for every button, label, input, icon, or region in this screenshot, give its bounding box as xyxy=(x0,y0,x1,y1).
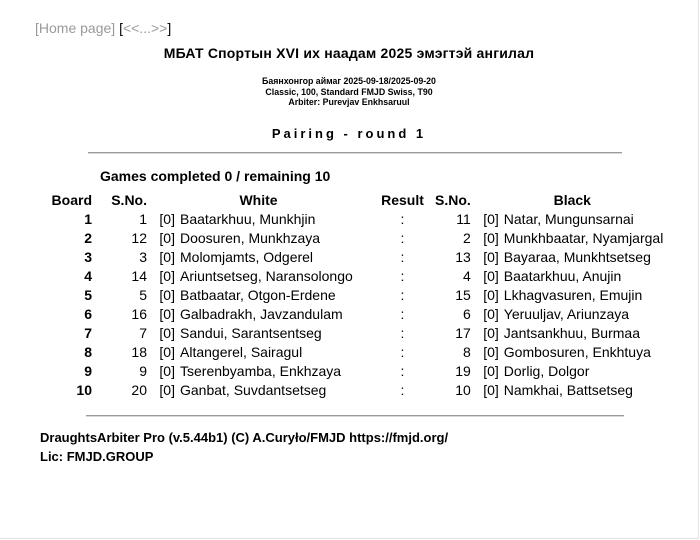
board-number: 6 xyxy=(84,306,92,322)
white-points: [0] xyxy=(159,230,175,246)
board-number: 1 xyxy=(84,211,92,227)
black-player: Gombosuren, Enkhtuya xyxy=(503,344,651,360)
table-row xyxy=(40,343,674,362)
white-player: Baatarkhuu, Munkhjin xyxy=(180,211,316,227)
board-number: 9 xyxy=(84,363,92,379)
table-header-row xyxy=(40,191,674,210)
white-sno: 14 xyxy=(131,268,147,284)
black-points: [0] xyxy=(483,230,499,246)
result: : xyxy=(400,230,405,246)
board-number: 8 xyxy=(84,344,92,360)
white-points: [0] xyxy=(159,249,175,265)
white-points: [0] xyxy=(159,363,175,379)
result: : xyxy=(400,344,405,360)
black-sno: 19 xyxy=(455,363,471,379)
black-player: Natar, Mungunsarnai xyxy=(503,211,634,227)
meta-location-dates: Баянхонгор аймаг 2025-09-18/2025-09-20 xyxy=(262,76,436,86)
table-row xyxy=(40,267,674,286)
white-player: Tserenbyamba, Enkhzaya xyxy=(180,363,342,379)
white-player: Batbaatar, Otgon-Erdene xyxy=(180,287,336,303)
black-sno: 2 xyxy=(462,230,471,246)
black-points: [0] xyxy=(483,249,499,265)
black-sno: 4 xyxy=(462,268,471,284)
black-sno: 15 xyxy=(455,287,471,303)
black-points: [0] xyxy=(483,306,499,322)
footer-license: Lic: FMJD.GROUP xyxy=(40,449,154,464)
white-sno: 5 xyxy=(139,287,147,303)
footer-software: DraughtsArbiter Pro (v.5.44b1) (C) A.Curyło/FMJD https://fmjd.org/ xyxy=(40,430,449,445)
black-player: Dorlig, Dolgor xyxy=(503,363,590,379)
pairing-rows xyxy=(40,210,674,400)
black-points: [0] xyxy=(483,268,499,284)
white-player: Sandui, Sarantsentseg xyxy=(180,325,322,341)
black-points: [0] xyxy=(483,325,499,341)
pairing-table xyxy=(40,191,674,400)
black-sno: 11 xyxy=(456,211,471,227)
round-pager-link[interactable]: <<...>> xyxy=(122,20,168,36)
table-row xyxy=(40,229,674,248)
pager-open-bracket: [ xyxy=(119,20,123,36)
white-sno: 20 xyxy=(131,382,147,398)
board-number: 2 xyxy=(84,230,92,246)
footer xyxy=(40,428,448,466)
meta-arbiter: Arbiter: Purevjav Enkhsaruul xyxy=(288,97,410,107)
white-player: Galbadrakh, Javzandulam xyxy=(180,306,343,322)
top-divider xyxy=(88,152,622,154)
black-points: [0] xyxy=(483,344,499,360)
board-number: 5 xyxy=(84,287,92,303)
header-board: Board xyxy=(51,192,92,208)
table-row xyxy=(40,305,674,324)
tournament-title: МБАТ Спортын XVI их наадам 2025 эмэгтэй ангилал xyxy=(163,45,535,61)
white-sno: 18 xyxy=(131,344,147,360)
black-points: [0] xyxy=(483,211,499,227)
table-row xyxy=(40,248,674,267)
pager-close-bracket: ] xyxy=(167,20,172,36)
header-white-sno: S.No. xyxy=(111,192,147,208)
white-sno: 7 xyxy=(139,325,147,341)
result: : xyxy=(400,287,405,303)
black-sno: 10 xyxy=(455,382,471,398)
result: : xyxy=(400,382,405,398)
black-player: Bayaraa, Munkhtsetseg xyxy=(503,249,651,265)
black-player: Jantsankhuu, Burmaa xyxy=(503,325,640,341)
board-number: 4 xyxy=(84,268,92,284)
table-row xyxy=(40,362,674,381)
board-number: 3 xyxy=(84,249,92,265)
black-player: Munkhbaatar, Nyamjargal xyxy=(503,230,664,246)
header-white: White xyxy=(239,192,278,208)
result: : xyxy=(400,325,405,341)
white-points: [0] xyxy=(159,268,175,284)
white-sno: 16 xyxy=(131,306,147,322)
white-player: Ganbat, Suvdantsetseg xyxy=(180,382,327,398)
white-player: Molomjamts, Odgerel xyxy=(180,249,314,265)
games-status: Games completed 0 / remaining 10 xyxy=(100,168,331,184)
black-sno: 6 xyxy=(462,306,471,322)
black-points: [0] xyxy=(483,363,499,379)
black-player: Yeruuljav, Ariunzaya xyxy=(503,306,630,322)
white-points: [0] xyxy=(159,382,175,398)
board-number: 7 xyxy=(84,325,92,341)
white-sno: 9 xyxy=(139,363,147,379)
tournament-meta xyxy=(0,76,698,108)
black-points: [0] xyxy=(483,287,499,303)
white-points: [0] xyxy=(159,287,175,303)
header-result: Result xyxy=(381,192,424,208)
black-sno: 8 xyxy=(462,344,471,360)
white-player: Altangerel, Sairagul xyxy=(180,344,303,360)
black-sno: 17 xyxy=(455,325,471,341)
white-player: Doosuren, Munkhzaya xyxy=(180,230,321,246)
table-row xyxy=(40,210,674,229)
white-sno: 1 xyxy=(139,211,147,227)
black-sno: 13 xyxy=(455,249,471,265)
black-player: Lkhagvasuren, Emujin xyxy=(503,287,643,303)
home-page-link[interactable]: [Home page] xyxy=(35,20,116,36)
white-player: Ariuntsetseg, Naransolongo xyxy=(180,268,353,284)
white-sno: 12 xyxy=(131,230,147,246)
bottom-divider xyxy=(86,415,624,417)
black-points: [0] xyxy=(483,382,499,398)
meta-system: Classic, 100, Standard FMJD Swiss, T90 xyxy=(265,86,433,97)
black-player: Namkhai, Battsetseg xyxy=(503,382,633,398)
white-sno: 3 xyxy=(139,249,147,265)
round-title: Pairing - round 1 xyxy=(271,126,427,141)
result: : xyxy=(400,363,405,379)
header-black: Black xyxy=(553,192,591,208)
nav-bar xyxy=(35,20,171,36)
result: : xyxy=(400,211,405,227)
header-black-sno: S.No. xyxy=(435,192,471,208)
result: : xyxy=(400,306,405,322)
white-points: [0] xyxy=(159,325,175,341)
table-row xyxy=(40,286,674,305)
result: : xyxy=(400,249,405,265)
white-points: [0] xyxy=(159,344,175,360)
table-row xyxy=(40,381,674,400)
black-player: Baatarkhuu, Anujin xyxy=(503,268,622,284)
white-points: [0] xyxy=(159,211,175,227)
white-points: [0] xyxy=(159,306,175,322)
table-row xyxy=(40,324,674,343)
board-number: 10 xyxy=(76,382,92,398)
result: : xyxy=(400,268,405,284)
